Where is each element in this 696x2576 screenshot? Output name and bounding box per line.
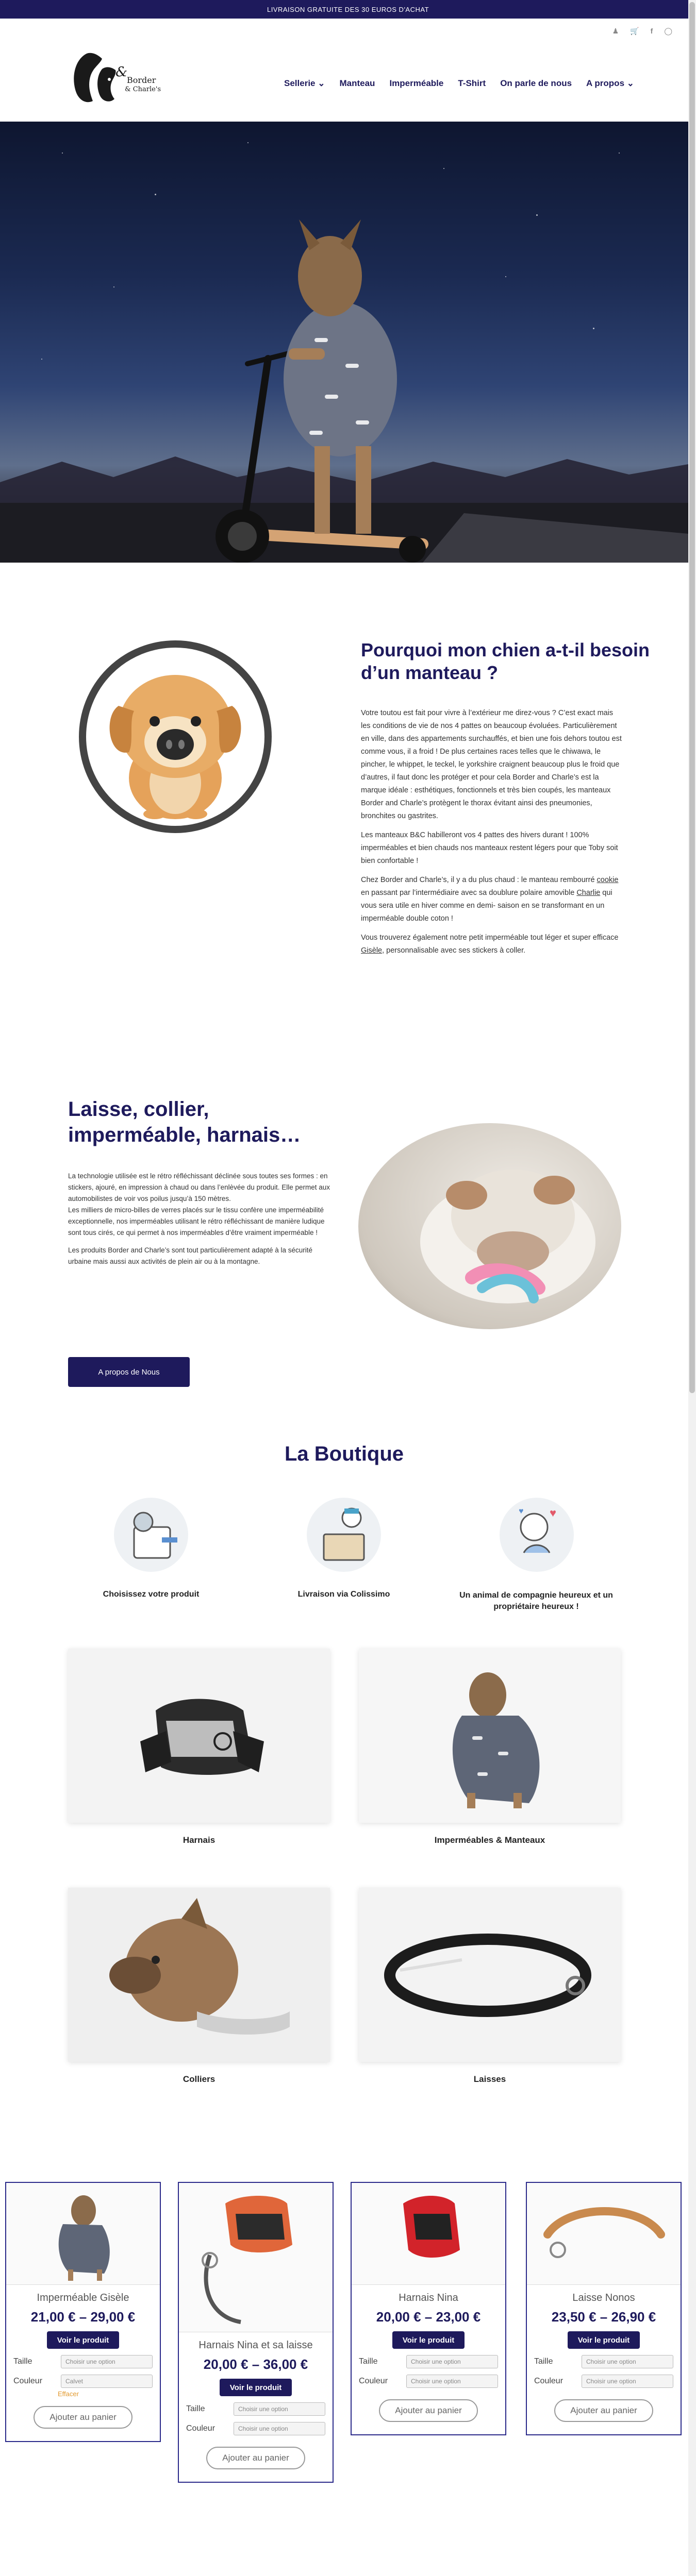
nav-item-a-propos[interactable]: A propos ⌄ <box>586 78 634 88</box>
size-select[interactable]: Choisir une option <box>582 2355 673 2368</box>
why-paragraph-1: Votre toutou est fait pour vivre à l’extérieur me direz-vous ? C’est exact mais les conditions de vie de nos 4 pattes on beaucoup évoluées. Particulièrement en ville, dans des appartements surchauffés, et bien une fois dehors toutou est comme vous, il a froid ! De plus certaines races telles que le chiwawa, le pincher, le whippet, le teckel, le yorkshire craignent beaucoup plus le froid que d’autres, il faut donc les protéger et pour cela Border and Charle’s est la marque idéale : esthétiques, fonctionnels et très bien coupés, les manteaux Border and Charle’s protègent le thorax évitant ainsi des pneumonies, bronchites ou gastrites. <box>361 709 622 820</box>
add-to-cart-button[interactable]: Ajouter au panier <box>379 2399 478 2422</box>
view-product-button[interactable]: Voir le produit <box>220 2379 292 2396</box>
size-option <box>186 2402 325 2416</box>
color-option <box>359 2375 498 2388</box>
size-label: Taille <box>13 2357 32 2366</box>
product-price: 20,00 € – 36,00 € <box>203 2357 308 2372</box>
size-select[interactable]: Choisir une option <box>61 2355 153 2368</box>
leash-image <box>359 1888 621 2062</box>
color-select[interactable]: Choisir une option <box>234 2422 325 2435</box>
color-label: Couleur <box>186 2424 216 2433</box>
why-coat-text <box>361 707 624 957</box>
coat-dog-image <box>359 1649 621 1823</box>
why-paragraph-4 <box>361 931 624 957</box>
product-image-harnais-nina[interactable] <box>352 2183 505 2285</box>
svg-text:&: & <box>115 64 128 80</box>
product-name[interactable]: Imperméable Gisèle <box>37 2292 129 2303</box>
add-to-cart-button[interactable]: Ajouter au panier <box>34 2406 132 2429</box>
main-nav <box>284 78 634 89</box>
collar-dog-image <box>68 1888 330 2062</box>
logo-line-1: Border <box>127 75 156 85</box>
shipping-banner-text: LIVRAISON GRATUITE DES 30 EUROS D'ACHAT <box>267 5 429 13</box>
color-option <box>534 2375 673 2388</box>
product-price: 21,00 € – 29,00 € <box>30 2309 136 2325</box>
category-label-colliers[interactable]: Colliers <box>183 2074 216 2084</box>
logo-line-2: & Charle's <box>125 86 161 93</box>
site-header <box>0 19 696 121</box>
color-label: Couleur <box>359 2377 388 2385</box>
happy-pet-icon <box>498 1496 575 1573</box>
scrollbar-thumb[interactable] <box>689 2 695 1393</box>
size-select[interactable]: Choisir une option <box>234 2402 325 2416</box>
cartoon-dog-illustration <box>77 639 273 835</box>
utility-icons <box>612 27 672 36</box>
bulldog-image <box>358 1123 621 1329</box>
nav-item-manteau[interactable]: Manteau <box>339 78 375 88</box>
why-p3-a: Chez Border and Charle’s, il y a du plus chaud : le manteau rembourré <box>361 876 597 884</box>
harness-image <box>68 1649 330 1823</box>
site-logo[interactable] <box>66 43 159 121</box>
product-image-gisele[interactable] <box>6 2183 160 2285</box>
color-select[interactable]: Calvet <box>61 2375 153 2388</box>
step-happy-label: Un animal de compagnie heureux et un propriétaire heureux ! <box>459 1591 613 1611</box>
product-card-laisse-nonos <box>526 2182 682 2435</box>
instagram-icon[interactable]: ◯ <box>664 27 672 35</box>
clear-link[interactable]: Effacer <box>58 2390 79 2398</box>
category-card-laisses[interactable] <box>359 1888 621 2062</box>
why-coat-title: Pourquoi mon chien a-t-il besoin d’un manteau ? <box>361 639 650 683</box>
why-p3-b: en passant par l’intermédiaire avec sa doublure polaire amovible <box>361 889 577 897</box>
gisele-link[interactable]: Gisèle <box>361 946 383 955</box>
category-card-harnais[interactable] <box>68 1649 330 1823</box>
nav-item-tshirt[interactable]: T-Shirt <box>458 78 486 88</box>
size-label: Taille <box>359 2357 378 2366</box>
category-card-colliers[interactable] <box>68 1888 330 2062</box>
color-select[interactable]: Choisir une option <box>406 2375 498 2388</box>
product-image-laisse-nonos[interactable] <box>527 2183 681 2285</box>
product-image-harnais-nina-laisse[interactable] <box>179 2183 333 2332</box>
why-p4-a: Vous trouverez également notre petit imperméable tout léger et super efficace <box>361 934 619 942</box>
color-label: Couleur <box>13 2377 43 2385</box>
size-label: Taille <box>186 2404 205 2413</box>
cart-icon[interactable]: 🛒 <box>630 27 639 35</box>
category-label-laisses[interactable]: Laisses <box>473 2074 506 2084</box>
hero-image <box>0 122 688 563</box>
about-us-button[interactable]: A propos de Nous <box>68 1357 190 1387</box>
view-product-button[interactable]: Voir le produit <box>47 2331 119 2349</box>
step-delivery-label: Livraison via Colissimo <box>297 1590 390 1599</box>
user-icon[interactable]: ♟ <box>612 27 619 35</box>
product-card-harnais-nina <box>351 2182 506 2435</box>
product-card-impermeable-gisele <box>5 2182 161 2442</box>
leash-text <box>68 1171 331 1267</box>
product-card-harnais-nina-laisse <box>178 2182 334 2483</box>
size-option <box>13 2355 153 2368</box>
cookie-link[interactable]: cookie <box>596 876 619 884</box>
bulldog-photo <box>358 1123 621 1329</box>
product-price: 20,00 € – 23,00 € <box>376 2309 481 2325</box>
add-to-cart-button[interactable]: Ajouter au panier <box>554 2399 653 2422</box>
view-product-button[interactable]: Voir le produit <box>392 2331 465 2349</box>
nav-item-sellerie[interactable]: Sellerie ⌄ <box>284 78 325 88</box>
product-name[interactable]: Harnais Nina <box>399 2292 458 2303</box>
product-price: 23,50 € – 26,90 € <box>551 2309 656 2325</box>
step-choose-label: Choisissez votre produit <box>103 1590 200 1599</box>
category-card-impermeables[interactable] <box>359 1649 621 1823</box>
boutique-title: La Boutique <box>284 1443 404 1465</box>
add-to-cart-button[interactable]: Ajouter au panier <box>206 2447 305 2469</box>
delivery-icon <box>305 1496 383 1573</box>
nav-item-impermeable[interactable]: Imperméable <box>389 78 444 88</box>
page-scrollbar[interactable] <box>688 0 696 2576</box>
svg-text:♥: ♥ <box>519 1507 524 1516</box>
hero-landscape <box>0 122 688 563</box>
color-label: Couleur <box>534 2377 564 2385</box>
product-name[interactable]: Harnais Nina et sa laisse <box>198 2340 313 2351</box>
leash-title: Laisse, collier, imperméable, harnais… <box>68 1098 301 1146</box>
charlie-link[interactable]: Charlie <box>576 889 601 897</box>
why-paragraph-3 <box>361 874 624 925</box>
size-label: Taille <box>534 2357 553 2366</box>
size-option <box>359 2355 498 2368</box>
category-label-impermeables[interactable]: Imperméables & Manteaux <box>434 1835 545 1845</box>
why-paragraph-2: Les manteaux B&C habilleront vos 4 pattes des hivers durant ! 100% imperméables et bien chauds nos manteaux restent légers pour que Toby soit bien confortable ! <box>361 831 618 865</box>
color-option <box>13 2375 153 2388</box>
choose-product-icon <box>112 1496 190 1573</box>
size-select[interactable]: Choisir une option <box>406 2355 498 2368</box>
shipping-banner <box>0 0 696 19</box>
leash-paragraph-1: La technologie utilisée est le rétro réfléchissant déclinée sous toutes ses formes : en stickers, ajouré, en impression à chaud ou dans l’enlèvée du produit. Elle permet aux automobilistes de voir vos poilus jusqu’à 150 mètres. <box>68 1172 330 1202</box>
nav-item-on-parle-de-nous[interactable]: On parle de nous <box>500 78 572 88</box>
why-p4-b: , personnalisable avec ses stickers à coller. <box>382 946 526 955</box>
svg-text:♥: ♥ <box>550 1506 557 1519</box>
color-option <box>186 2422 325 2435</box>
facebook-icon[interactable]: f <box>650 27 653 35</box>
why-p3-c: qui vous sera utile en hiver comme en demi- saison en se transformant en un imperméable double coton ! <box>361 889 612 923</box>
leash-paragraph-2: Les milliers de micro-billes de verres placés sur le tissu confère une imperméabilité exceptionnelle, nos imperméables utilisant le rétro réfléchissant de manière ludique sont tous cirés, ce qui permet à nos imperméables d’être vraiment imperméable ! <box>68 1206 325 1236</box>
leash-paragraph-3: Les produits Border and Charle’s sont tout particulièrement adapté à la sécurité urbaine mais aussi aux activités de plein air ou à la montagne. <box>68 1246 313 1265</box>
color-select[interactable]: Choisir une option <box>582 2375 673 2388</box>
product-name[interactable]: Laisse Nonos <box>572 2292 635 2303</box>
view-product-button[interactable]: Voir le produit <box>568 2331 640 2349</box>
size-option <box>534 2355 673 2368</box>
category-label-harnais[interactable]: Harnais <box>183 1835 216 1845</box>
